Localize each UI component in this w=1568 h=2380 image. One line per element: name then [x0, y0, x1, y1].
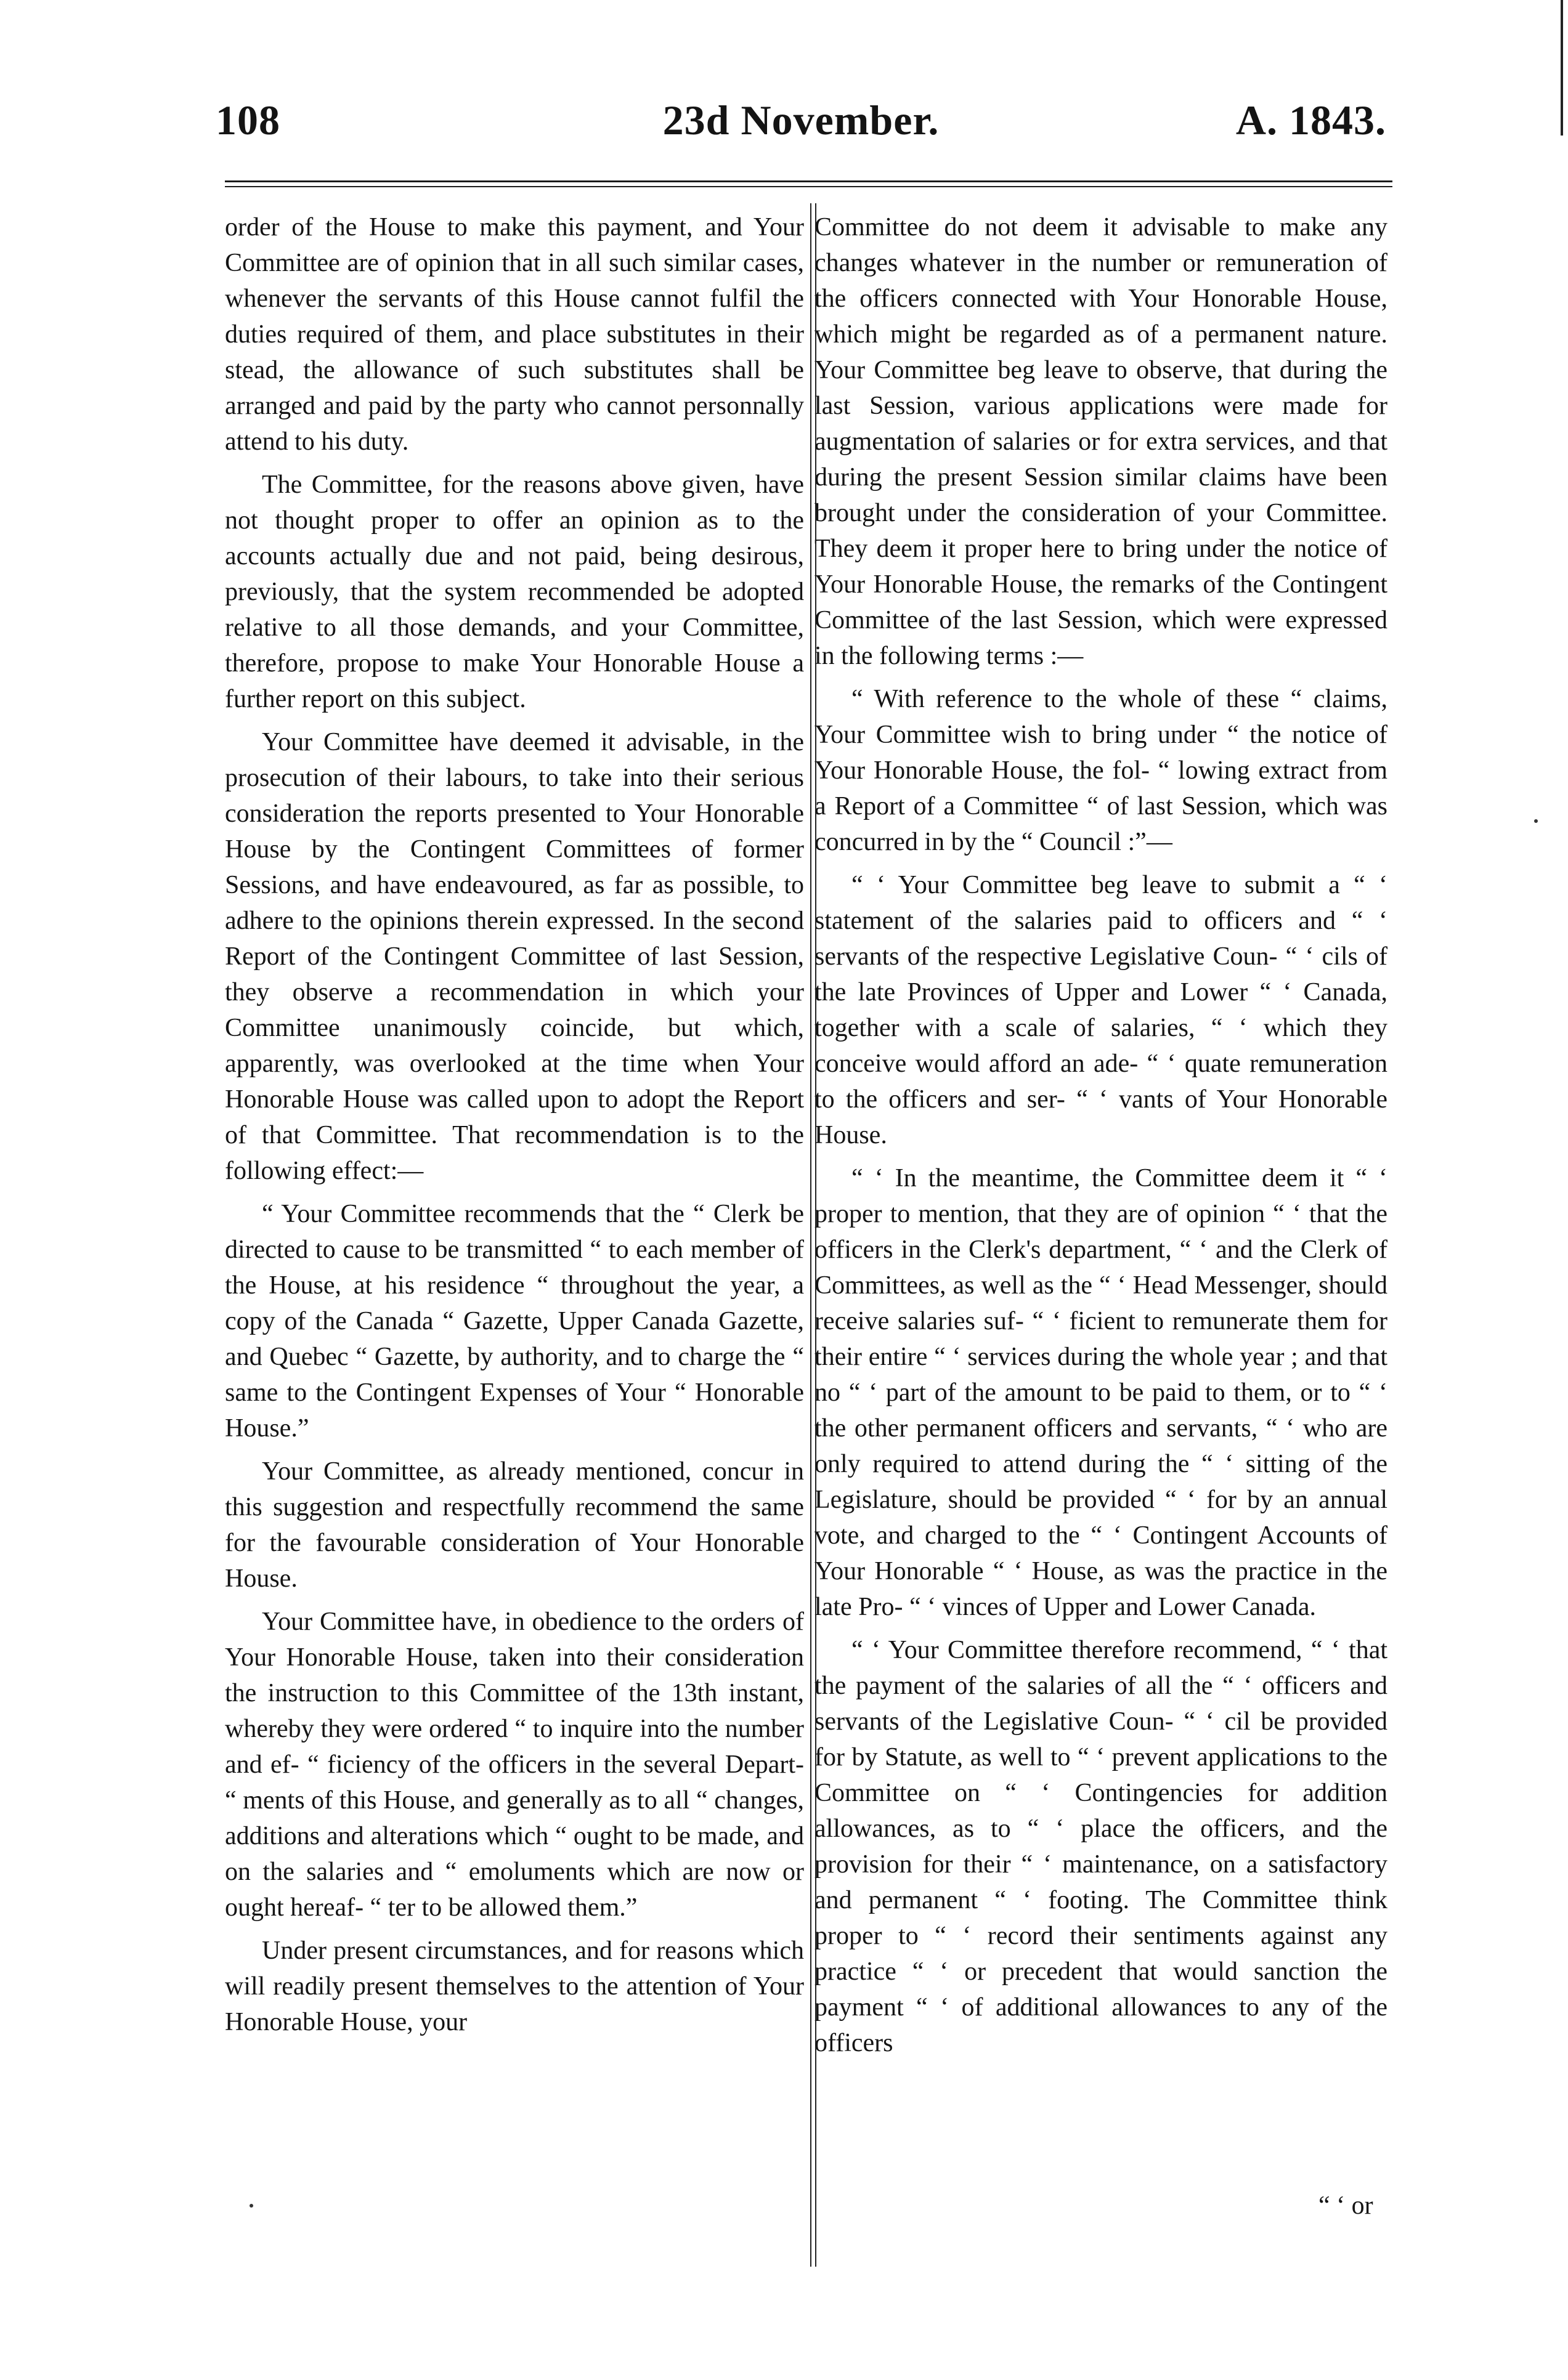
page-edge-mark — [1561, 0, 1563, 136]
quoted-paragraph: “ Your Committee recommends that the “ Clerk be directed to cause to be transmitted “ to each member of the House, at his residence “ throughout the year, a copy of the Canada “ Gazette, Upper Canada Gazette, and Quebec “ Gazette, by authority, and to charge the “ same to the Contingent Expenses of Your “ Honorable House.” — [225, 1200, 804, 1443]
header-date: 23d November. — [662, 97, 940, 144]
quoted-paragraph: “ ‘ Your Committee therefore recommend, “ ‘ that the payment of the salaries of all the “ ‘ officers and servants of the Legislative Coun- “ ‘ cil be provided for by Statute, as well to “ ‘ prevent applications to the Committee on “ ‘ Contingencies for addition allowances, as to “ ‘ place the officers, and the provision for their “ ‘ maintenance, on a satisfactory and permanent “ ‘ footing. The Committee think proper to “ ‘ record their sentiments against any practice “ ‘ or precedent that would sanction the payment “ ‘ of additional allowances to any of the officers — [814, 1636, 1387, 2057]
quoted-paragraph: “ With reference to the whole of these “ claims, Your Committee wish to bring under “ the notice of Your Honorable House, the fol- “ lowing extract from a Report of a Committee “ of last Session, which was concurred in by the “ Council :”— — [814, 685, 1387, 856]
catchword: “ ‘ or — [1318, 2192, 1373, 2220]
margin-speck — [250, 2204, 253, 2208]
paragraph: Your Committee, as already mentioned, concur in this suggestion and respectfully recommend the same for the favourable consideration of Your Honorable House. — [225, 1457, 804, 1593]
column-divider-left — [810, 203, 811, 2267]
margin-speck — [1534, 819, 1538, 823]
page-header — [216, 86, 1386, 154]
paragraph: The Committee, for the reasons above given, have not thought proper to offer an opinion as to the accounts actually due and not paid, being desirous, previously, that the system recommended be adopted relative to all those demands, and your Committee, therefore, propose to make Your Honorable House a further report on this subject. — [225, 471, 804, 713]
header-rule-thin — [225, 186, 1392, 187]
paragraph: Committee do not deem it advisable to make any changes whatever in the number or remuneration of the officers connected with Your Honorable House, which might be regarded as of a permanent nature. Your Committee beg leave to observe, that during the last Session, various applications were made for augmentation of salaries or for extra services, and that during the present Session similar claims have been brought under the consideration of your Committee. They deem it proper here to bring under the notice of Your Honorable House, the remarks of the Contingent Committee of the last Session, which were expressed in the following terms :— — [814, 213, 1387, 670]
paragraph: order of the House to make this payment, and Your Committee are of opinion that in all such similar cases, whenever the servants of this House cannot fulfil the duties required of them, and place substitutes in their stead, the allowance of such substitutes shall be arranged and paid by the party who cannot personnally attend to his duty. — [225, 213, 804, 456]
page-number: 108 — [216, 97, 280, 144]
right-column — [814, 209, 1387, 2068]
paragraph: Your Committee have, in obedience to the orders of Your Honorable House, taken into their consideration the instruction to this Committee of the 13th instant, whereby they were ordered “ to inquire into the number and ef- “ ficiency of the officers in the several Depart- “ ments of this House, and generally as to all “ changes, additions and alterations which “ ought to be made, and on the salaries and “ emoluments which are now or ought hereaf- “ ter to be allowed them.” — [225, 1608, 804, 1922]
paragraph: Under present circumstances, and for reasons which will readily present themselves to the attention of Your Honorable House, your — [225, 1937, 804, 2036]
quoted-paragraph: “ ‘ Your Committee beg leave to submit a “ ‘ statement of the salaries paid to officers and “ ‘ servants of the respective Legislative Coun- “ ‘ cils of the late Provinces of Upper and Lower “ ‘ Canada, together with a scale of salaries, “ ‘ which they conceive would afford an ade- “ ‘ quate remuneration to the officers and ser- “ ‘ vants of Your Honorable House. — [814, 871, 1387, 1149]
left-column — [225, 209, 804, 2047]
paragraph: Your Committee have deemed it advisable, in the prosecution of their labours, to take into their serious consideration the reports presented to Your Honorable House by the Contingent Committees of former Sessions, and have endeavoured, as far as possible, to adhere to the opinions therein expressed. In the second Report of the Contingent Committee of last Session, they observe a recommendation in which your Committee unanimously coincide, but which, apparently, was overlooked at the time when Your Honorable House was called upon to adopt the Report of that Committee. That recommendation is to the following effect:— — [225, 728, 804, 1185]
quoted-paragraph: “ ‘ In the meantime, the Committee deem it “ ‘ proper to mention, that they are of opinion “ ‘ that the officers in the Clerk's department, “ ‘ and the Clerk of Committees, as well as the “ ‘ Head Messenger, should receive salaries suf- “ ‘ ficient to remunerate them for their entire “ ‘ services during the whole year ; and that no “ ‘ part of the amount to be paid to them, or to “ ‘ the other permanent officers and servants, “ ‘ who are only required to attend during the “ ‘ sitting of the Legislature, should be provided “ ‘ for by an annual vote, and charged to the “ ‘ Contingent Accounts of Your Honorable “ ‘ House, as was the practice in the late Pro- “ ‘ vinces of Upper and Lower Canada. — [814, 1164, 1387, 1621]
header-rule-thick — [225, 180, 1392, 182]
header-year: A. 1843. — [1235, 97, 1386, 144]
